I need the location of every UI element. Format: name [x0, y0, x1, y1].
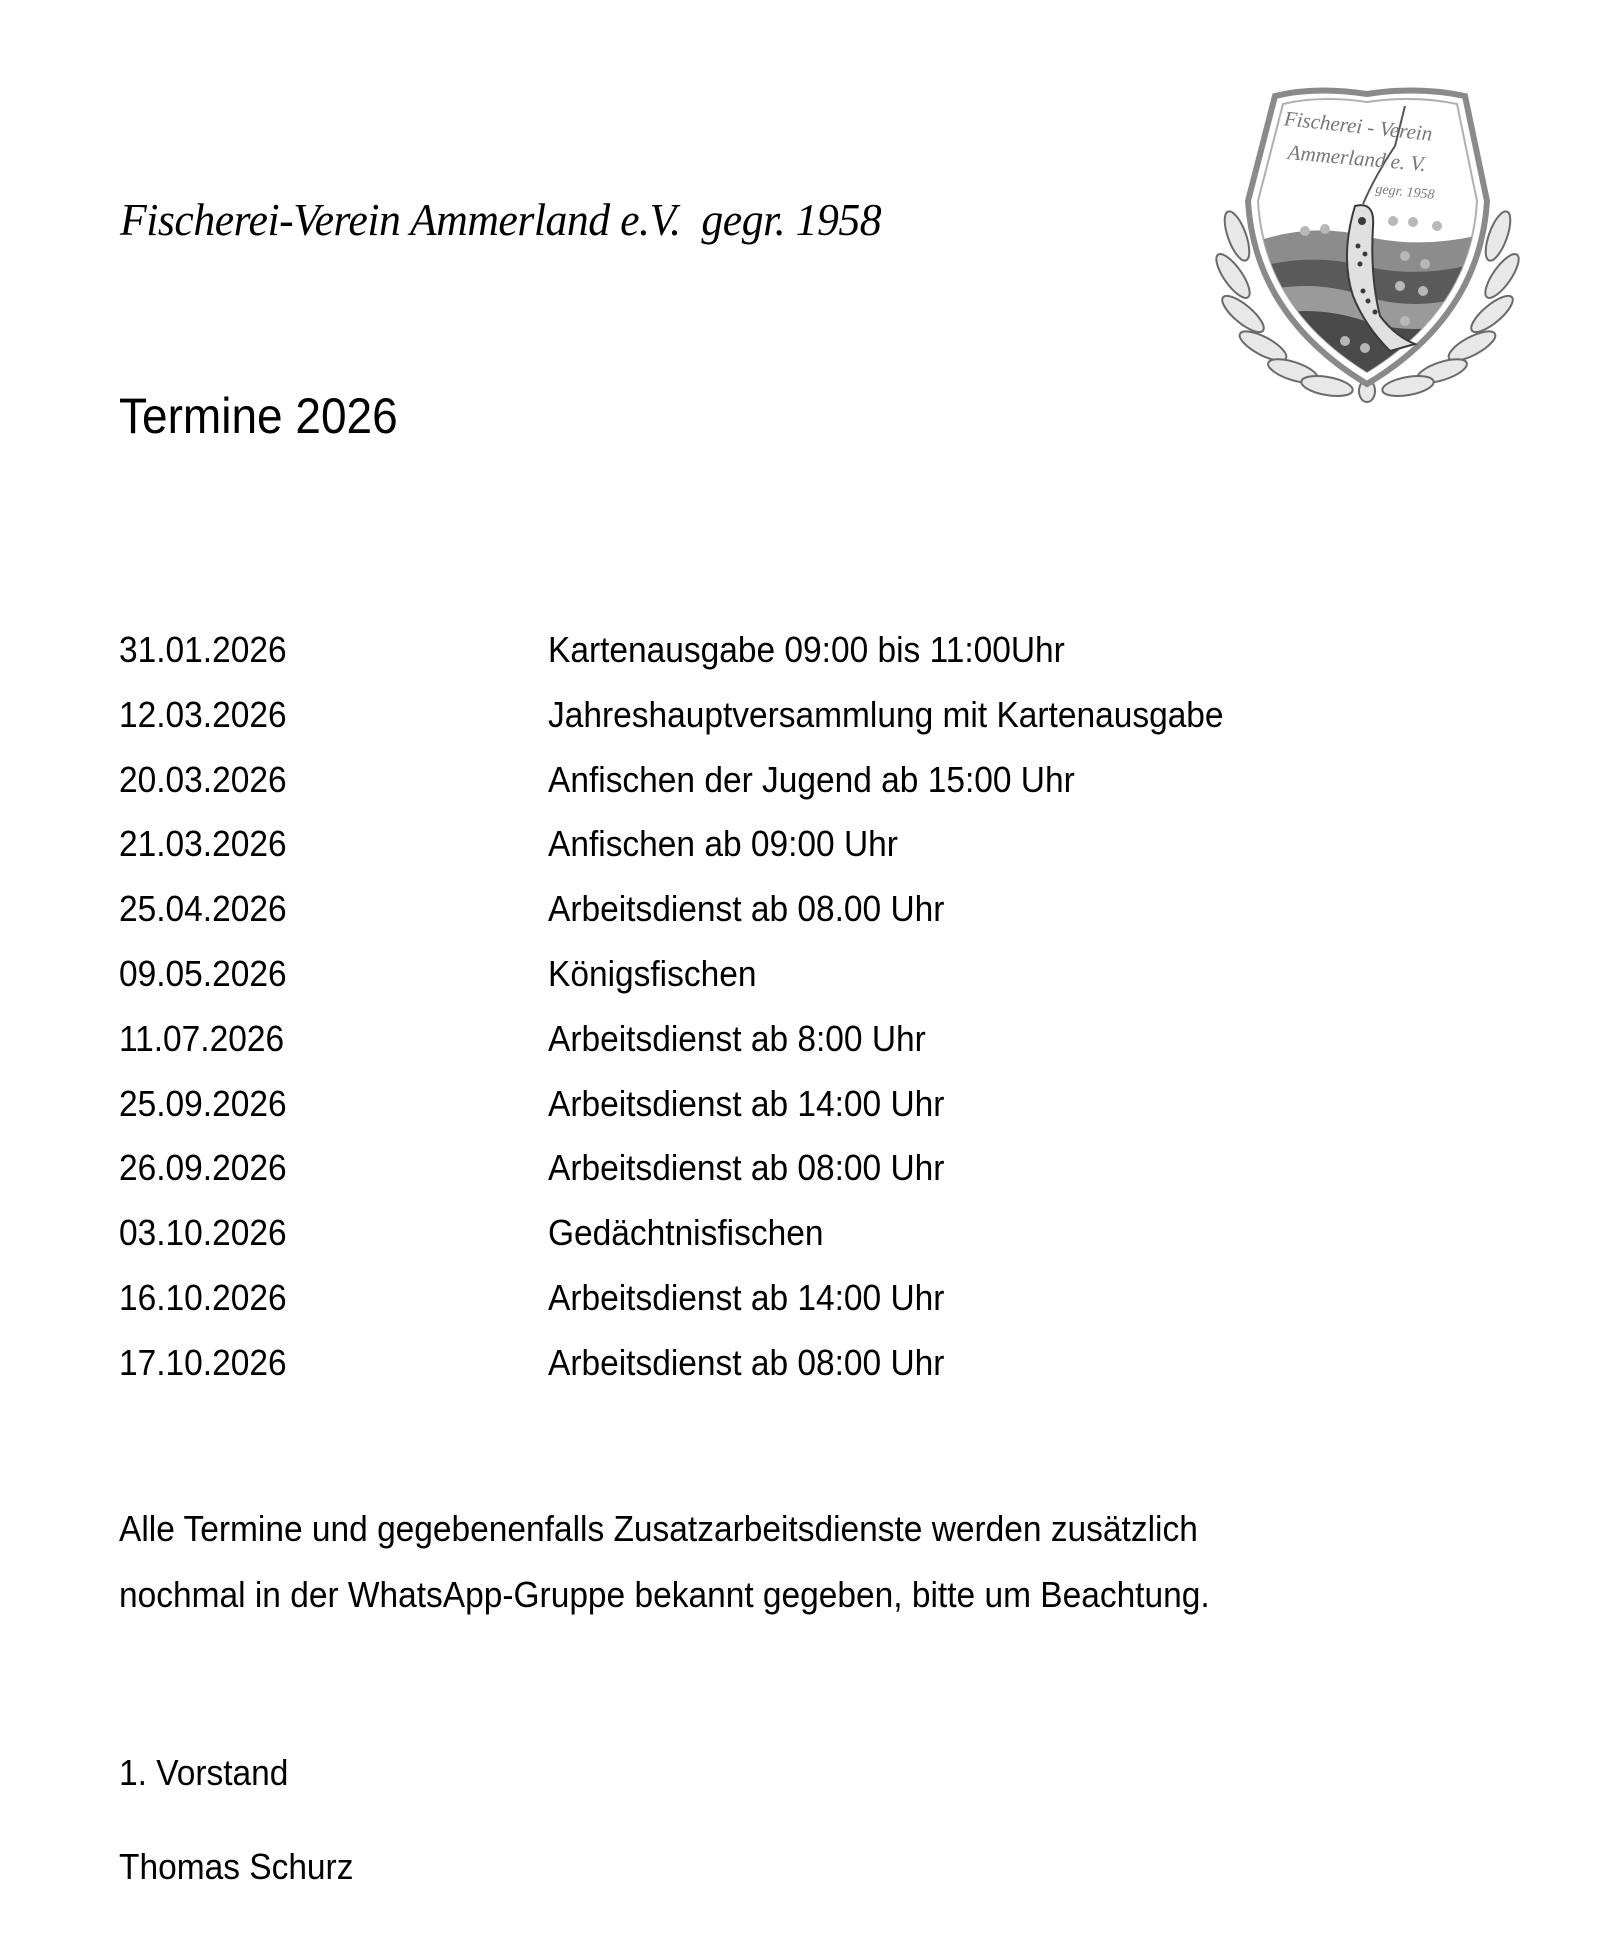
event-row — [119, 1273, 1419, 1338]
event-description: Königsfischen — [548, 952, 757, 994]
event-row — [119, 690, 1419, 755]
notice-line-2: nochmal in der WhatsApp-Gruppe bekannt gegeben, bitte um Beachtung. — [119, 1574, 1210, 1615]
club-title: Fischerei-Verein Ammerland e.V. gegr. 1958 — [120, 194, 882, 245]
signature-name: Thomas Schurz — [119, 1846, 354, 1887]
event-date: 11.07.2026 — [119, 1017, 285, 1059]
events-list — [119, 625, 1419, 1403]
notice-paragraph — [119, 1496, 1210, 1628]
event-description: Arbeitsdienst ab 8:00 Uhr — [548, 1017, 926, 1059]
event-row — [119, 884, 1419, 949]
event-date: 03.10.2026 — [119, 1212, 287, 1254]
notice-line-1: Alle Termine und gegebenenfalls Zusatzarbeitsdienste werden zusätzlich — [119, 1508, 1198, 1549]
event-date: 16.10.2026 — [119, 1276, 287, 1318]
event-date: 20.03.2026 — [119, 758, 287, 800]
club-crest-icon — [1215, 86, 1520, 406]
event-description: Kartenausgabe 09:00 bis 11:00Uhr — [548, 629, 1065, 670]
event-row — [119, 1014, 1419, 1079]
event-row — [119, 625, 1419, 690]
event-row — [119, 755, 1419, 820]
event-date: 09.05.2026 — [119, 952, 287, 994]
page-title: Termine 2026 — [119, 388, 398, 444]
event-row — [119, 819, 1419, 884]
event-date: 25.09.2026 — [119, 1082, 287, 1124]
event-row — [119, 1143, 1419, 1208]
event-description: Jahreshauptversammlung mit Kartenausgabe — [548, 693, 1224, 735]
event-description: Anfischen ab 09:00 Uhr — [548, 823, 898, 865]
event-date: 26.09.2026 — [119, 1147, 287, 1189]
event-description: Arbeitsdienst ab 08:00 Uhr — [548, 1147, 945, 1189]
svg-text:gegr. 1958: gegr. 1958 — [1374, 181, 1436, 204]
event-date: 31.01.2026 — [119, 629, 287, 670]
event-row — [119, 949, 1419, 1014]
event-date: 17.10.2026 — [119, 1341, 287, 1383]
event-row — [119, 1208, 1419, 1273]
event-description: Arbeitsdienst ab 08.00 Uhr — [548, 888, 945, 930]
event-row — [119, 1079, 1419, 1144]
svg-text:Fischerei - Verein: Fischerei - Verein — [1282, 106, 1434, 146]
event-date: 12.03.2026 — [119, 693, 287, 735]
event-date: 25.04.2026 — [119, 888, 287, 930]
event-description: Anfischen der Jugend ab 15:00 Uhr — [548, 758, 1075, 800]
event-description: Arbeitsdienst ab 08:00 Uhr — [548, 1341, 945, 1383]
event-row — [119, 1338, 1419, 1403]
event-date: 21.03.2026 — [119, 823, 287, 865]
signature-role: 1. Vorstand — [119, 1752, 289, 1793]
event-description: Arbeitsdienst ab 14:00 Uhr — [548, 1082, 945, 1124]
event-description: Arbeitsdienst ab 14:00 Uhr — [548, 1276, 945, 1318]
event-description: Gedächtnisfischen — [548, 1212, 824, 1254]
svg-text:Ammerland e. V.: Ammerland e. V. — [1286, 140, 1427, 177]
